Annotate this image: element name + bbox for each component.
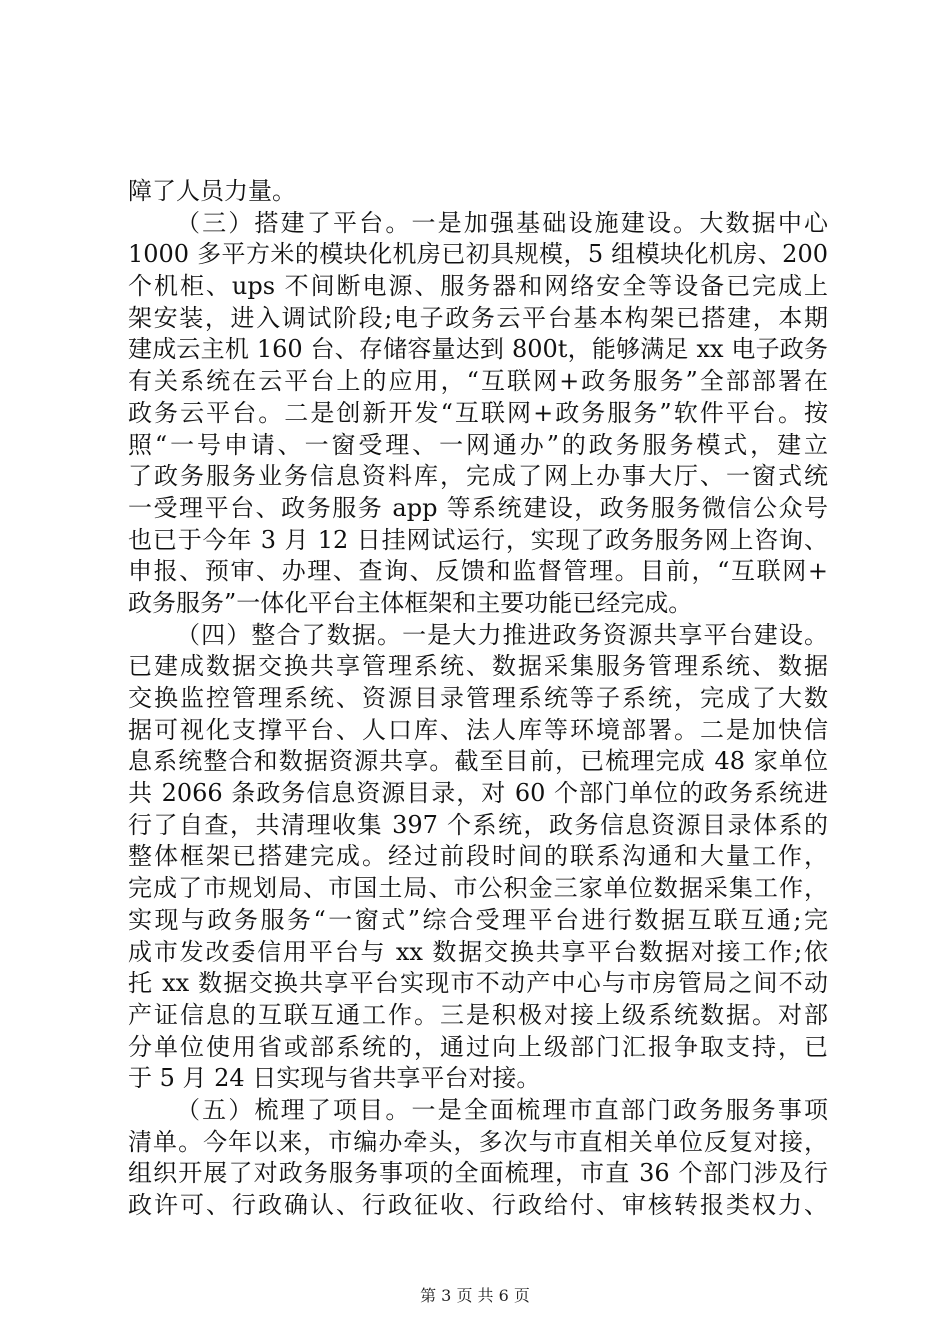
text-line: 障了人员力量。 (128, 177, 296, 205)
text-line: 组织开展了对政务服务事项的全面梳理，市直 36 个部门涉及行 (128, 1159, 828, 1188)
text-line: 产证信息的互联互通工作。三是积极对接上级系统数据。对部 (128, 1000, 828, 1029)
text-line: 完成了市规划局、市国土局、市公积金三家单位数据采集工作， (128, 874, 828, 903)
text-line: 也已于今年 3 月 12 日挂网试运行，实现了政务服务网上咨询、 (128, 525, 828, 554)
body-text (128, 176, 828, 1222)
text-line: 有关系统在云平台上的应用，“互联网+政务服务”全部部署在 (128, 367, 828, 396)
text-line: 政务服务”一体化平台主体框架和主要功能已经完成。 (128, 588, 693, 617)
text-line: 整体框架已搭建完成。经过前段时间的联系沟通和大量工作， (128, 842, 828, 871)
text-line: 政务云平台。二是创新开发“互联网+政务服务”软件平台。按 (128, 398, 828, 427)
text-line: 共 2066 条政务信息资源目录，对 60 个部门单位的政务系统进 (128, 779, 828, 808)
text-line: 息系统整合和数据资源共享。截至目前，已梳理完成 48 家单位 (128, 747, 828, 776)
text-line: 政许可、行政确认、行政征收、行政给付、审核转报类权力、 (128, 1191, 828, 1219)
text-line: 个机柜、ups 不间断电源、服务器和网络安全等设备已完成上 (128, 272, 828, 301)
text-line: 一受理平台、政务服务 app 等系统建设，政务服务微信公众号 (128, 493, 828, 522)
text-line: 1000 多平方米的模块化机房已初具规模，5 组模块化机房、200 (128, 240, 828, 269)
text-line: （四）整合了数据。一是大力推进政务资源共享平台建设。 (176, 620, 828, 649)
text-line: 分单位使用省或部系统的，通过向上级部门汇报争取支持，已 (128, 1032, 828, 1061)
text-line: 照“一号申请、一窗受理、一网通办”的政务服务模式，建立 (128, 430, 828, 459)
text-line: 申报、预审、办理、查询、反馈和监督管理。目前，“互联网+ (128, 557, 828, 586)
text-line: 于 5 月 24 日实现与省共享平台对接。 (128, 1064, 541, 1093)
text-line: 据可视化支撑平台、人口库、法人库等环境部署。二是加快信 (128, 715, 828, 744)
text-line: 建成云主机 160 台、存储容量达到 800t，能够满足 xx 电子政务 (128, 335, 828, 364)
text-line: 了政务服务业务信息资料库，完成了网上办事大厅、一窗式统 (128, 462, 828, 491)
text-line: （五）梳理了项目。一是全面梳理市直部门政务服务事项 (176, 1095, 828, 1124)
text-line: （三）搭建了平台。一是加强基础设施建设。大数据中心 (176, 208, 828, 237)
text-line: 清单。今年以来，市编办牵头，多次与市直相关单位反复对接， (128, 1127, 828, 1156)
text-line: 架安装，进入调试阶段;电子政务云平台基本构架已搭建，本期 (128, 303, 828, 332)
text-line: 交换监控管理系统、资源目录管理系统等子系统，完成了大数 (128, 684, 828, 712)
text-line: 成市发改委信用平台与 xx 数据交换共享平台数据对接工作;依 (128, 937, 828, 966)
page-footer: 第 3 页 共 6 页 (420, 1286, 530, 1305)
text-line: 行了自查，共清理收集 397 个系统，政务信息资源目录体系的 (128, 810, 828, 839)
text-line: 实现与政务服务“一窗式”综合受理平台进行数据互联互通;完 (128, 905, 828, 934)
text-line: 托 xx 数据交换共享平台实现市不动产中心与市房管局之间不动 (128, 969, 828, 998)
text-line: 已建成数据交换共享管理系统、数据采集服务管理系统、数据 (128, 652, 828, 681)
